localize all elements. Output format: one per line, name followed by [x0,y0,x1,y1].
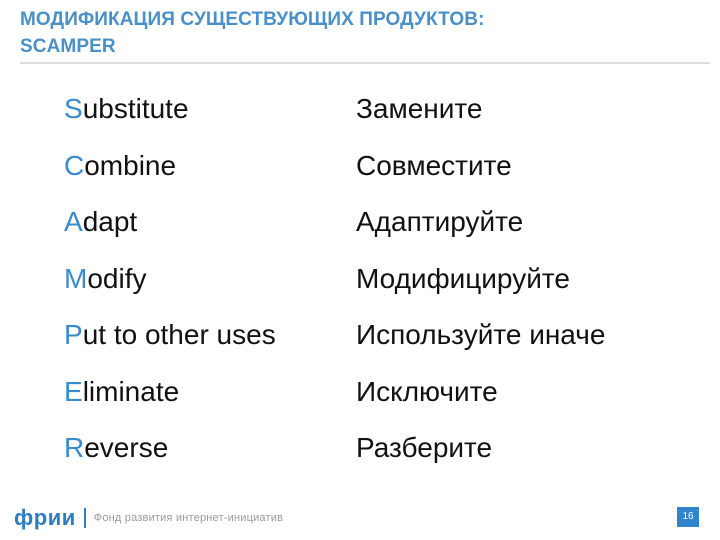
english-term [64,91,189,127]
russian-term: Замените [356,93,483,124]
russian-term: Исключите [356,375,498,407]
logo-subtitle: Фонд развития интернет-инициатив [93,512,284,524]
term-initial: A [64,206,83,237]
logo-wordmark: фрии [14,505,76,530]
english-term [64,317,276,353]
title-line-1: МОДИФИКАЦИЯ СУЩЕСТВУЮЩИХ ПРОДУКТОВ: [20,9,485,30]
scamper-row-combine [0,140,720,197]
term-initial: E [64,375,83,407]
term-initial: R [64,432,85,463]
english-term [64,430,168,466]
english-term [64,148,176,184]
english-term [64,204,137,240]
title-divider [20,62,710,64]
term-rest: ombine [84,149,177,181]
scamper-list [0,83,720,479]
term-rest: everse [84,432,169,463]
term-initial: P [64,319,83,350]
scamper-row-modify [0,253,720,310]
page-title [20,6,680,60]
scamper-row-reverse [0,422,720,479]
page-number-badge: 16 [677,507,699,527]
russian-term: Модифицируйте [356,262,570,294]
scamper-row-eliminate [0,366,720,423]
logo-divider [84,508,86,528]
term-rest: ut to other uses [82,319,276,350]
russian-term: Совместите [356,149,512,181]
russian-term: Разберите [356,432,493,463]
term-initial: M [64,262,88,294]
term-rest: ubstitute [82,93,189,124]
russian-term: Используйте иначе [356,319,606,350]
english-term [64,261,146,297]
term-rest: odify [87,262,147,294]
frii-logo [14,506,283,530]
title-line-2: SCAMPER [20,36,116,57]
russian-term: Адаптируйте [356,206,524,237]
scamper-row-adapt [0,196,720,253]
scamper-row-substitute [0,83,720,140]
term-rest: dapt [82,206,138,237]
english-term [64,374,179,410]
scamper-row-put-to-other-uses [0,309,720,366]
term-initial: S [64,93,83,124]
term-initial: C [64,149,85,181]
term-rest: liminate [82,375,180,407]
